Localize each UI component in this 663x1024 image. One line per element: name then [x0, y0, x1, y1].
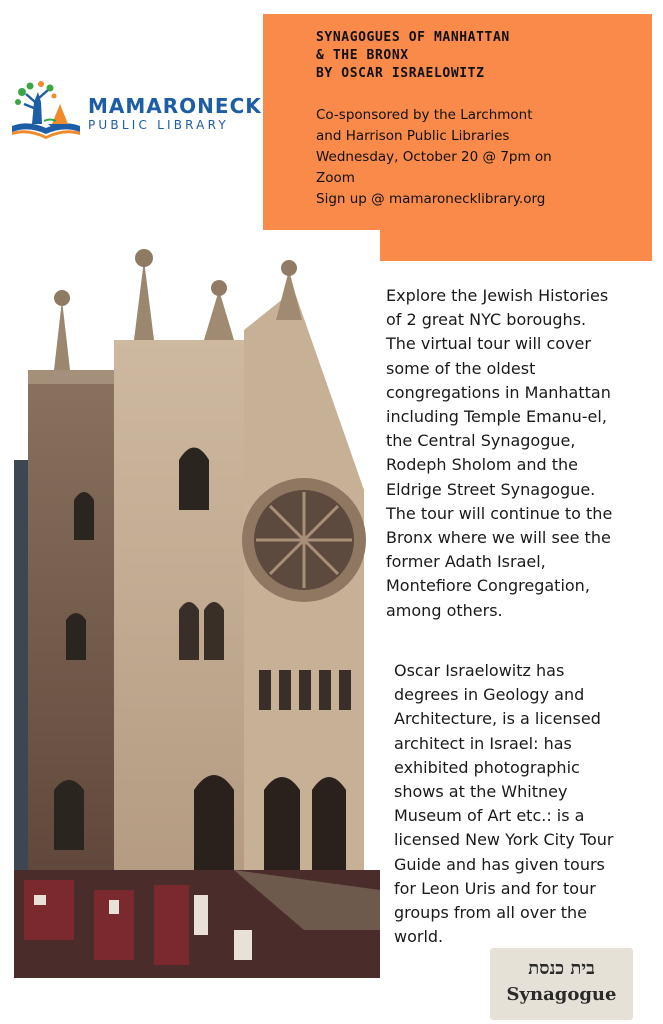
event-title-line: & THE BRONX — [316, 48, 409, 63]
bio-line: degrees in Geology and — [394, 685, 585, 705]
description-line: Eldrige Street Synagogue. — [386, 479, 596, 499]
sign-hebrew-text: בית כנסת — [528, 958, 595, 979]
description-line: The tour will continue to the — [386, 503, 613, 523]
library-logo — [8, 80, 262, 144]
bio-line: world. — [394, 927, 444, 947]
event-details — [316, 105, 632, 210]
event-title-line: SYNAGOGUES OF MANHATTAN — [316, 30, 510, 45]
description-line: Bronx where we will see the — [386, 528, 611, 548]
speaker-bio — [394, 659, 663, 949]
description-line: some of the oldest — [386, 358, 536, 378]
bio-line: Oscar Israelowitz has — [394, 661, 565, 680]
bio-line: for Leon Uris and for tour — [394, 878, 596, 898]
event-detail-line: Co-sponsored by the Larchmont — [316, 107, 533, 123]
description-line: congregations in Manhattan — [386, 382, 611, 402]
description-line: among others. — [386, 600, 503, 620]
bio-line: Guide and has given tours — [394, 854, 605, 874]
description-line: Montefiore Congregation, — [386, 576, 590, 596]
bio-line: groups from all over the — [394, 903, 588, 923]
description-line: Rodeph Sholom and the — [386, 455, 579, 475]
logo-title: MAMARONECK — [88, 94, 262, 118]
bio-line: architect in Israel: has — [394, 733, 572, 753]
event-detail-line[interactable]: Sign up @ mamaronecklibrary.org — [316, 191, 546, 207]
description-line: Explore the Jewish Histories — [386, 286, 609, 305]
event-title-line: BY OSCAR ISRAELOWITZ — [316, 66, 485, 81]
event-banner — [263, 14, 652, 261]
tree-book-logo-icon — [8, 80, 84, 142]
bio-line: licensed New York City Tour — [394, 830, 614, 850]
description-line: of 2 great NYC boroughs. — [386, 310, 587, 330]
event-title — [316, 29, 632, 83]
sign-latin-text: Synagogue — [506, 984, 617, 1005]
description-line: former Adath Israel, — [386, 552, 546, 572]
description-line: the Central Synagogue, — [386, 431, 576, 451]
event-detail-line: Zoom — [316, 170, 355, 186]
event-detail-line: and Harrison Public Libraries — [316, 128, 510, 144]
logo-subtitle: PUBLIC LIBRARY — [88, 118, 229, 132]
synagogue-photo — [14, 230, 380, 978]
bio-line: Museum of Art etc.: is a — [394, 806, 585, 826]
synagogue-sign-photo — [490, 948, 633, 1020]
event-detail-line: Wednesday, October 20 @ 7pm on — [316, 149, 552, 165]
description-line: The virtual tour will cover — [386, 334, 591, 354]
bio-line: exhibited photographic — [394, 757, 580, 777]
bio-line: Architecture, is a licensed — [394, 709, 601, 729]
tour-description — [386, 284, 658, 623]
description-line: including Temple Emanu-el, — [386, 407, 607, 427]
bio-line: shows at the Whitney — [394, 782, 568, 802]
